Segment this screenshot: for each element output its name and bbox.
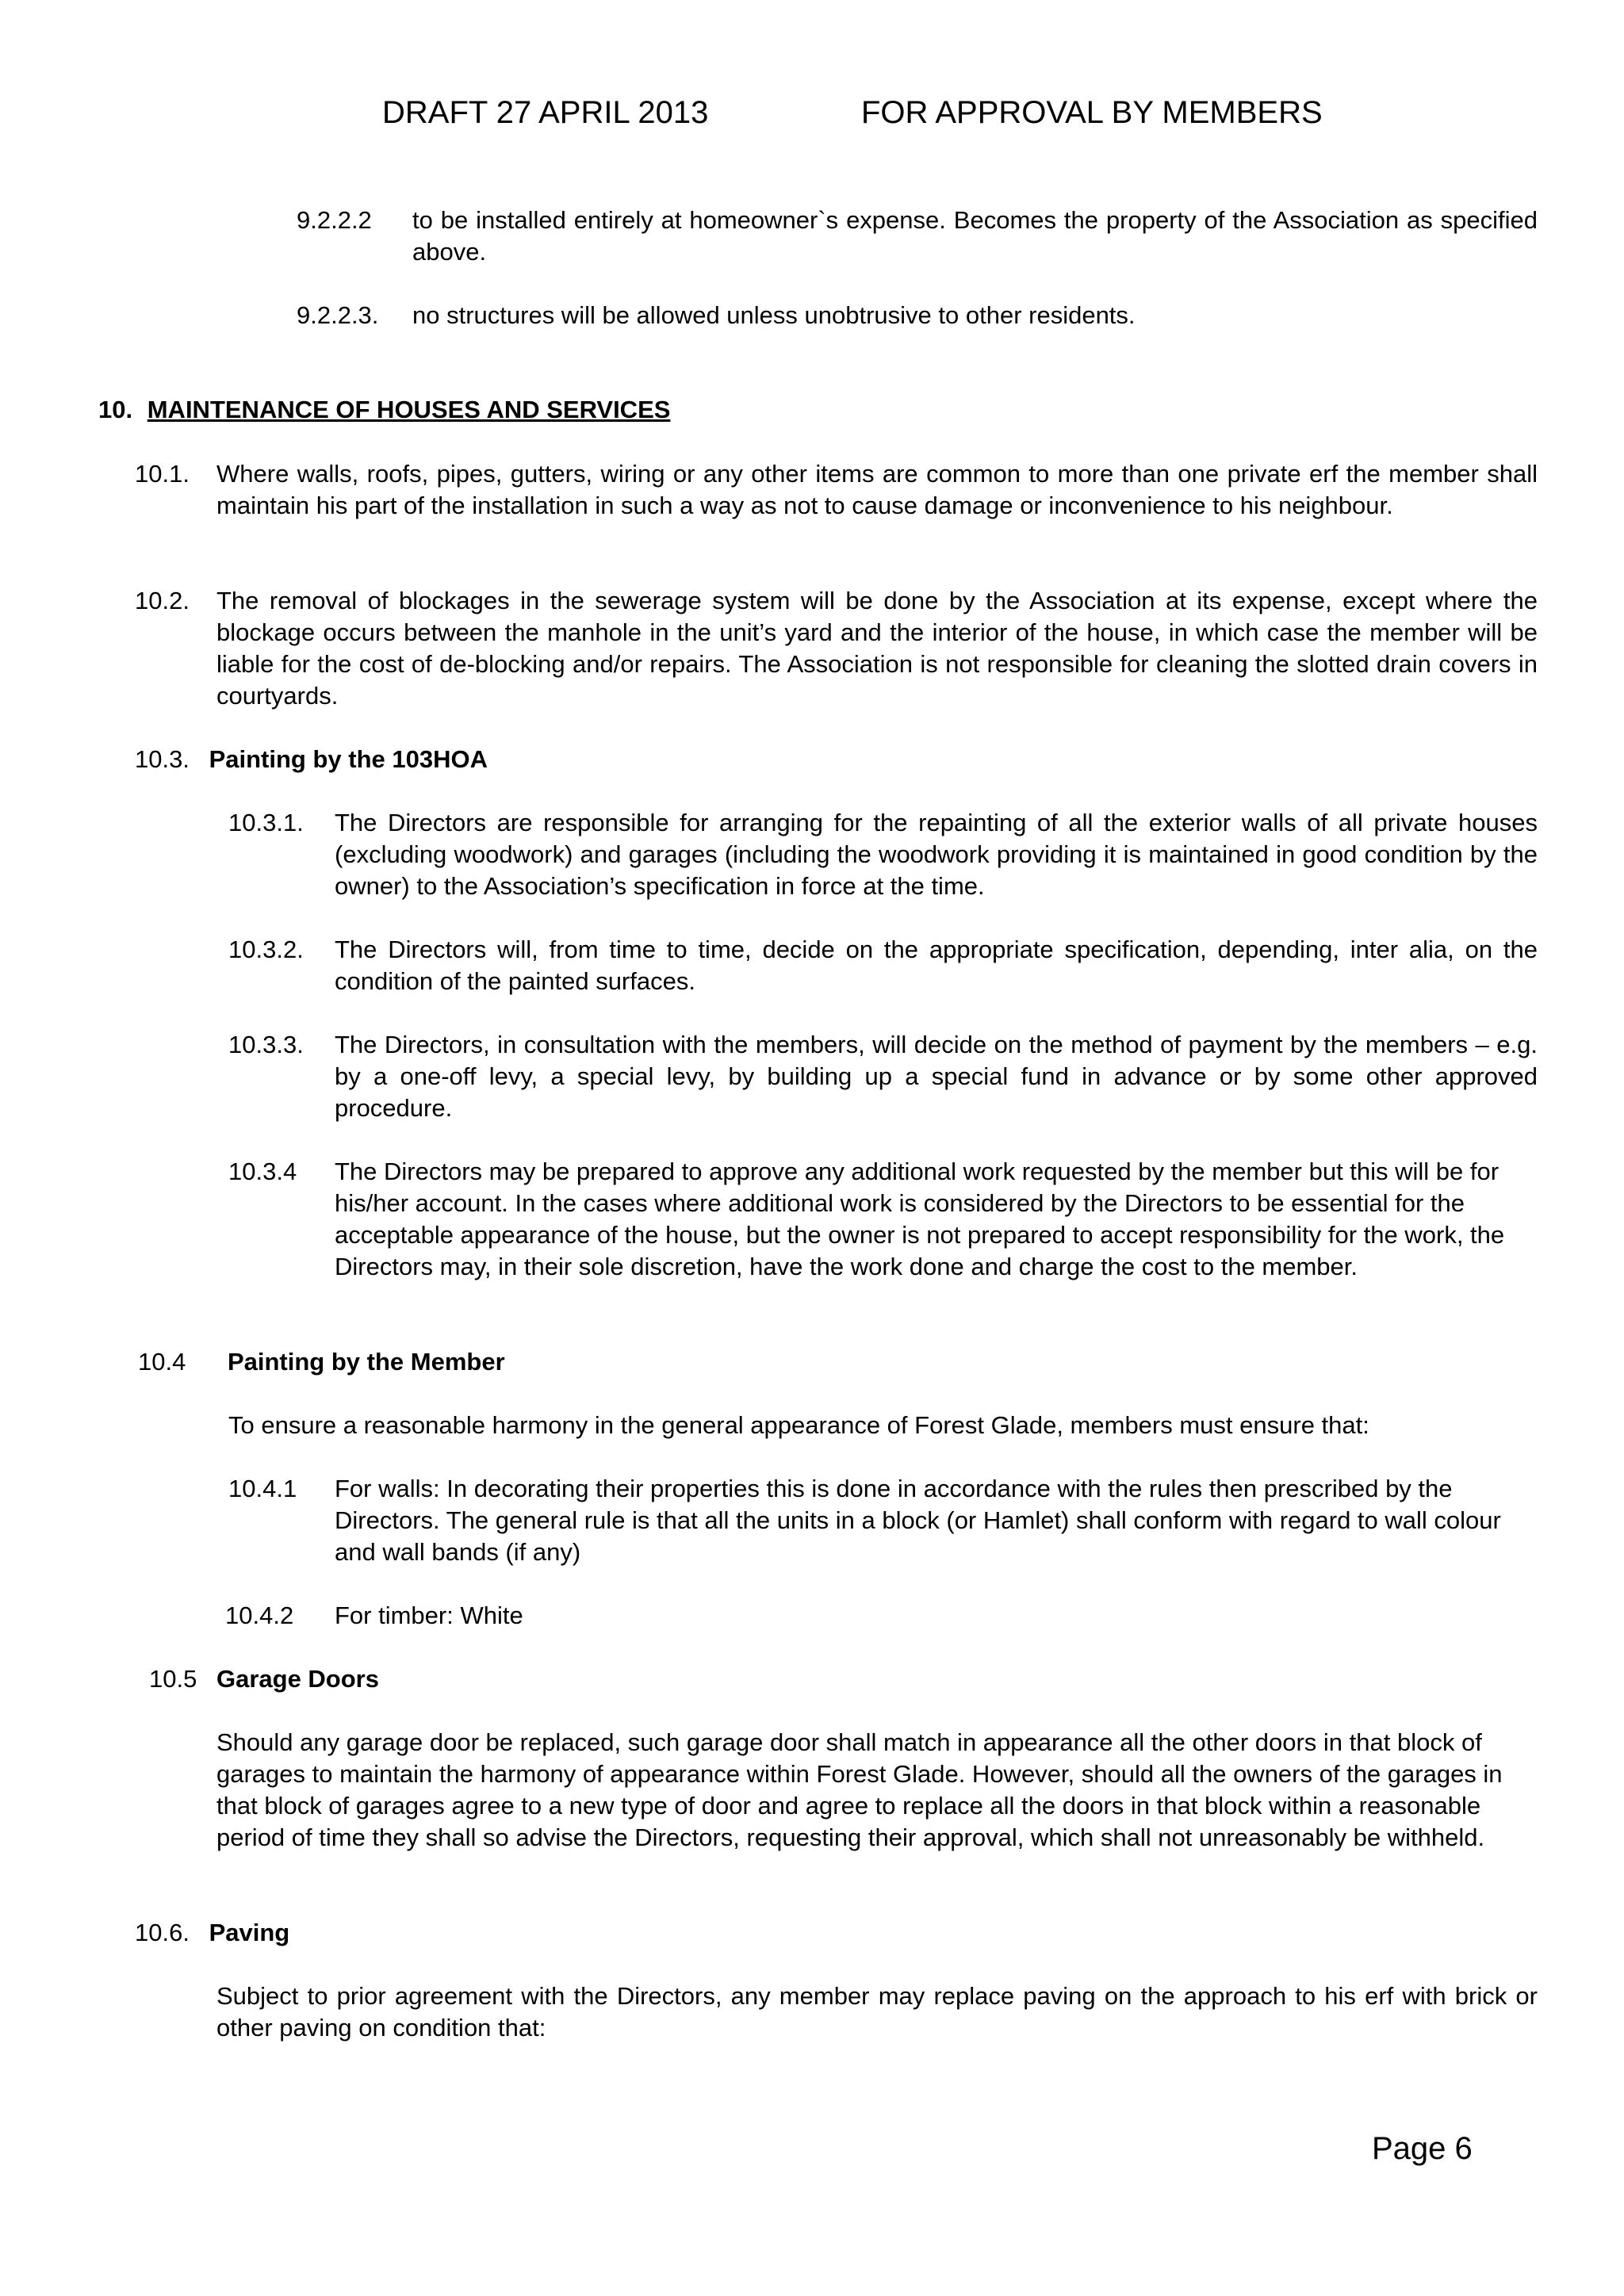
clause-text: To ensure a reasonable harmony in the general appearance of Forest Glade, members must ensure that:	[228, 1411, 1369, 1439]
clause-number: 10.1.	[135, 460, 190, 488]
clause-title: Painting by the 103HOA	[209, 745, 488, 773]
clause-9-2-2-3	[297, 300, 1538, 331]
clause-number: 9.2.2.3.	[297, 301, 379, 329]
clause-9-2-2-2	[297, 205, 1538, 268]
clause-number: 10.3.2.	[228, 936, 304, 963]
clause-10-4-1	[228, 1473, 1538, 1568]
section-10-heading	[98, 394, 670, 426]
clause-number: 10.3.4	[228, 1158, 297, 1185]
clause-10-2	[135, 585, 1538, 712]
clause-number: 10.4.1	[228, 1475, 297, 1502]
clause-text: no structures will be allowed unless unobtrusive to other residents.	[412, 301, 1136, 329]
clause-10-3-3	[228, 1029, 1538, 1124]
clause-text: to be installed entirely at homeowner`s expense. Becomes the property of the Association as specified above.	[412, 206, 1538, 266]
clause-10-1	[135, 458, 1538, 522]
section-number: 10.	[98, 396, 133, 423]
clause-number: 10.3.3.	[228, 1031, 304, 1058]
clause-10-5-body	[216, 1727, 1538, 1854]
clause-10-3-1	[228, 807, 1538, 902]
clause-text: The Directors, in consultation with the members, will decide on the method of payment by the members – e.g. by a one-off levy, a special levy, by building up a special fund in advance or by some other approved procedure.	[335, 1031, 1538, 1122]
clause-10-5-heading	[149, 1663, 379, 1695]
header-draft-date: DRAFT 27 APRIL 2013	[382, 95, 709, 130]
clause-text: Subject to prior agreement with the Directors, any member may replace paving on the approach to his erf with brick or other paving on condition that:	[216, 1982, 1538, 2042]
clause-text: Where walls, roofs, pipes, gutters, wiring or any other items are common to more than one private erf the member shall maintain his part of the installation in such a way as not to cause damage or inconvenience to his neighbour.	[216, 460, 1538, 519]
clause-10-4-intro	[228, 1410, 1538, 1441]
clause-number: 10.3.1.	[228, 809, 304, 836]
header-approval-note: FOR APPROVAL BY MEMBERS	[861, 95, 1323, 130]
clause-10-4-heading	[138, 1346, 505, 1378]
clause-text: For timber: White	[335, 1601, 523, 1629]
clause-title: Garage Doors	[216, 1665, 379, 1693]
clause-number: 10.4.2	[225, 1601, 294, 1629]
clause-title: Paving	[209, 1919, 290, 1946]
clause-text: The Directors are responsible for arranging for the repainting of all the exterior walls of all private houses (excluding woodwork) and garages (including the woodwork providing it is maintained in good condition by the owner) to the Association’s specification in force at the time.	[335, 809, 1538, 900]
clause-10-6-heading	[135, 1917, 289, 1949]
clause-text: The Directors will, from time to time, decide on the appropriate specification, depending, inter alia, on the condition of the painted surfaces.	[335, 936, 1538, 995]
clause-10-3-4	[228, 1156, 1538, 1283]
clause-10-3-heading	[135, 744, 488, 775]
clause-text: The Directors may be prepared to approve any additional work requested by the member but this will be for his/her account. In the cases where additional work is considered by the Directors to be essential for the acceptable appearance of the house, but the owner is not prepared to accept responsibility for the work, the Directors may, in their sole discretion, have the work done and charge the cost to the member.	[335, 1158, 1505, 1280]
clause-text: The removal of blockages in the sewerage system will be done by the Association at its expense, except where the blockage occurs between the manhole in the unit’s yard and the interior of the house, in which case the member will be liable for the cost of de-blocking and/or repairs. The Association is not responsible for cleaning the slotted drain covers in courtyards.	[216, 587, 1538, 710]
clause-10-4-2	[225, 1600, 1538, 1632]
clause-10-6-body	[216, 1980, 1538, 2044]
clause-number: 10.2.	[135, 587, 190, 614]
section-title: MAINTENANCE OF HOUSES AND SERVICES	[147, 396, 671, 423]
page-number: Page 6	[1372, 2131, 1473, 2166]
clause-title: Painting by the Member	[227, 1348, 505, 1376]
clause-number: 10.5	[149, 1665, 197, 1693]
clause-number: 10.3.	[135, 745, 190, 773]
clause-number: 10.4	[138, 1348, 186, 1376]
clause-text: For walls: In decorating their properties this is done in accordance with the rules then prescribed by the Directors. The general rule is that all the units in a block (or Hamlet) shall conform with regard to wall colour and wall bands (if any)	[335, 1475, 1501, 1566]
clause-number: 10.6.	[135, 1919, 190, 1946]
clause-text: Should any garage door be replaced, such garage door shall match in appearance all the other doors in that block of garages to maintain the harmony of appearance within Forest Glade. However, should all the owners of the garages in that block of garages agree to a new type of door and agree to replace all the doors in that block within a reasonable period of time they shall so advise the Directors, requesting their approval, which shall not unreasonably be withheld.	[216, 1728, 1503, 1851]
clause-10-3-2	[228, 934, 1538, 997]
clause-number: 9.2.2.2	[297, 206, 372, 234]
